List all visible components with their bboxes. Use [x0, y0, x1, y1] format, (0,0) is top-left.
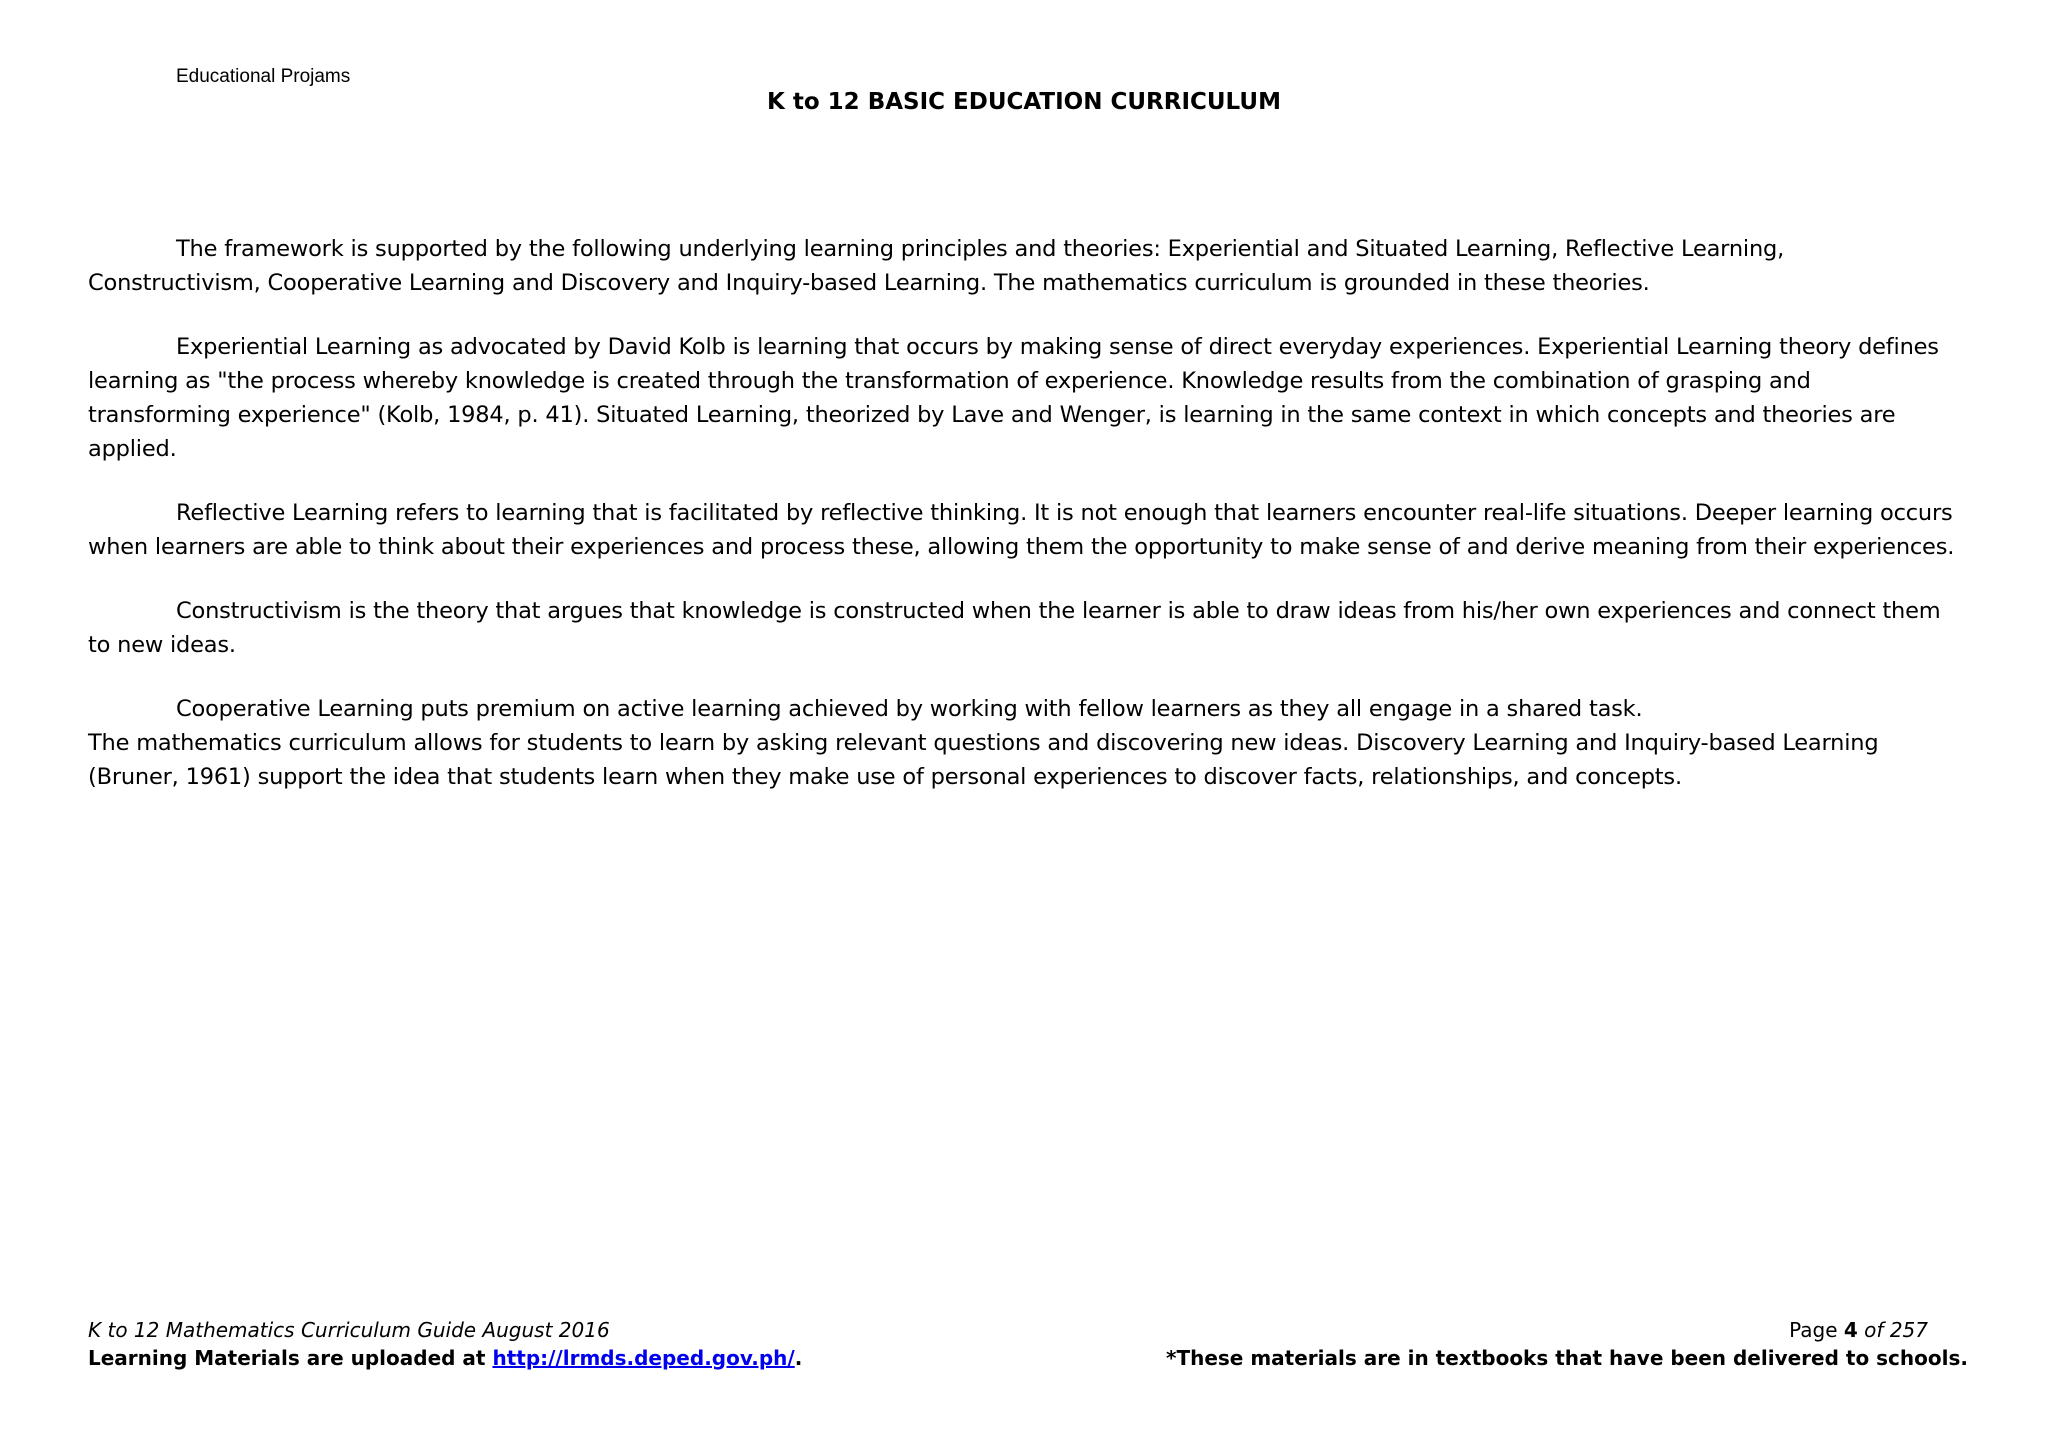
paragraph-cooperative-learning: Cooperative Learning puts premium on active learning achieved by working with fellow learners as they all engage in a shared task.: [176, 696, 1643, 722]
paragraph-experiential-learning: Experiential Learning as advocated by David Kolb is learning that occurs by making sense of direct everyday experiences. Experiential Learning theory defines learning as "the process whereby knowledge is created through the transformation of experience. Knowledge results from the combination of grasping and transforming experience" (Kolb, 1984, p. 41). Situated Learning, theorized by Lave and Wenger, is learning in the same context in which concepts and theories are applied.: [88, 334, 1939, 462]
paragraph-discovery-learning: The mathematics curriculum allows for students to learn by asking relevant questions and discovering new ideas. Discovery Learning and Inquiry-based Learning (Bruner, 1961) support the idea that students learn when they make use of personal experiences to discover facts, relationships, and concepts.: [88, 730, 1879, 790]
page-number: 4: [1843, 1318, 1858, 1342]
paragraph-constructivism: Constructivism is the theory that argues that knowledge is constructed when the learner is able to draw ideas from his/her own experiences and connect them to new ideas.: [88, 598, 1941, 658]
footer-uploaded-suffix: .: [794, 1346, 803, 1370]
footer-guide-title: K to 12 Mathematics Curriculum Guide August 2016: [88, 1318, 610, 1342]
lrmds-link[interactable]: http://lrmds.deped.gov.ph/: [492, 1346, 795, 1370]
page-indicator: [1166, 1316, 1968, 1344]
paragraph-reflective-learning: Reflective Learning refers to learning that is facilitated by reflective thinking. It is not enough that learners encounter real-life situations. Deeper learning occurs when learners are able to think about their experiences and process these, allowing them the opportunity to make sense of and derive meaning from their experiences.: [88, 500, 1955, 560]
page-total: of 257: [1857, 1318, 1928, 1342]
body-text: [88, 232, 1958, 824]
footer-note: *These materials are in textbooks that have been delivered to schools.: [1166, 1346, 1968, 1370]
footer-left: [88, 1316, 802, 1372]
footer-right: [1166, 1316, 1968, 1372]
footer-uploaded-prefix: Learning Materials are uploaded at: [88, 1346, 493, 1370]
page-title: K to 12 BASIC EDUCATION CURRICULUM: [767, 89, 1281, 115]
page-prefix: Page: [1789, 1318, 1844, 1342]
footer-uploaded-line: [88, 1344, 802, 1372]
header-label: Educational Projams: [176, 66, 351, 87]
paragraph-framework: The framework is supported by the following underlying learning principles and theories: Experiential and Situated Learning, Reflective Learning, Constructivism, Cooperative Learning and Discovery and Inquiry-based Learning. The mathematics curriculum is grounded in these theories.: [88, 236, 1785, 296]
